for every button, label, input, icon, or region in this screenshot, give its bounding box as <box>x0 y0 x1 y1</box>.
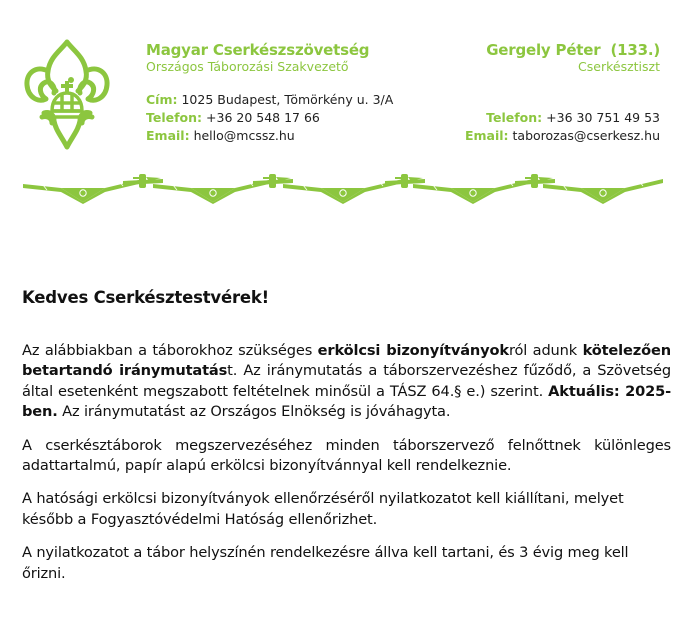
email-link[interactable]: taborozas@cserkesz.hu <box>512 128 660 143</box>
address-value: 1025 Budapest, Tömörkény u. 3/A <box>181 92 394 107</box>
paragraph-4: A nyilatkozatot a tábor helyszínén rendelkezésre állva kell tartani, és 3 évig meg kell őrizni. <box>22 544 629 582</box>
paragraph-3: A hatósági erkölcsi bizonyítványok ellenőrzéséről nyilatkozatot kell kiállítani, melyet később a Fogyasztóvédelmi Hatóság ellenőrizhet. <box>22 490 624 528</box>
person-name: Gergely Péter (133.) <box>486 41 660 59</box>
paragraph-1 <box>22 341 671 423</box>
person-title: Cserkésztiszt <box>578 59 660 74</box>
paragraph-2: A cserkésztáborok megszervezéséhez minden táborszervező felnőttnek különleges adattartalmú, papír alapú erkölcsi bizonyítvánnyal kell rendelkeznie. <box>22 436 671 475</box>
address-label: Cím: <box>146 92 178 107</box>
organization-subtitle: Országos Táborozási Szakvezető <box>146 59 349 74</box>
scout-scarf-garland-icon <box>0 168 700 212</box>
text-run: Az alábbiakban a táborokhoz szükséges <box>22 342 318 359</box>
email-label: Email: <box>464 128 509 143</box>
bold-text-run: Aktuális: 2025-ben. <box>22 382 671 421</box>
person-email <box>380 127 660 145</box>
bold-text-run: kötelezően betartandó iránymutatás <box>22 342 671 380</box>
phone-value[interactable]: +36 30 751 49 53 <box>546 110 660 125</box>
person-info <box>380 41 660 145</box>
phone-label: Telefon: <box>486 110 543 125</box>
text-run: t. Az iránymutatás a táborszervezéshez fűződő, a Szövetség által esetenként megszabott feltételnek minősül a TÁSZ 64.§ e.) szerint. <box>22 362 671 400</box>
organization-name: Magyar Cserkészszövetség <box>146 41 370 59</box>
person-phone <box>380 109 660 127</box>
letter-body <box>22 287 671 597</box>
letter-greeting: Kedves Cserkésztestvérek! <box>22 288 269 307</box>
email-label: Email: <box>146 128 190 143</box>
email-link[interactable]: hello@mcssz.hu <box>193 128 295 143</box>
text-run: ról adunk <box>508 342 583 359</box>
text-run: Az iránymutatást az Országos Elnökség is jóváhagyta. <box>57 403 451 421</box>
fleur-de-lis-logo-icon <box>22 37 112 152</box>
phone-label: Telefon: <box>146 110 203 125</box>
phone-value[interactable]: +36 20 548 17 66 <box>206 110 320 125</box>
bold-text-run: erkölcsi bizonyítványok <box>317 342 509 359</box>
